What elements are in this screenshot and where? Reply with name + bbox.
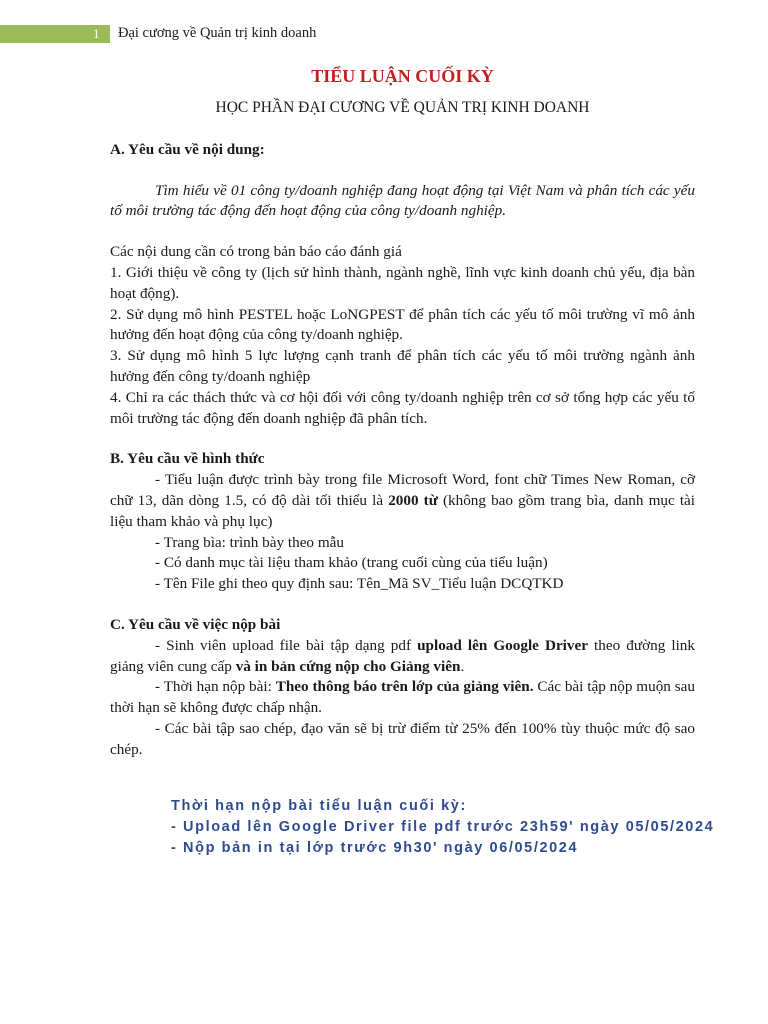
- section-c-p1-bold-2: và in bản cứng nộp cho Giảng viên: [235, 657, 461, 675]
- document-body: [110, 66, 695, 761]
- document-title: TIỂU LUẬN CUỐI KỲ: [311, 66, 494, 86]
- section-c-paragraph-2: [110, 677, 695, 719]
- section-a-list-intro: Các nội dung cần có trong bản báo cáo đánh giá: [110, 243, 402, 261]
- section-c-p2-text-b: Các bài tập nộp muộn sau thời hạn sẽ không được chấp nhận.: [110, 678, 696, 717]
- section-b-p1-text-b: (không bao gồm trang bìa, danh mục tài liệu tham khảo và phụ lục): [110, 491, 696, 530]
- page-header: [0, 25, 768, 45]
- document-subtitle: HỌC PHẦN ĐẠI CƯƠNG VỀ QUẢN TRỊ KINH DOANH: [215, 99, 590, 116]
- section-b-p1-text-a: - Tiểu luận được trình bày trong file Microsoft Word, font chữ Times New Roman, cỡ chữ 13, dãn dòng 1.5, có độ dài tối thiểu là: [110, 471, 695, 509]
- section-a-item-4: 4. Chỉ ra các thách thức và cơ hội đối với công ty/doanh nghiệp trên cơ sở tổng hợp các yếu tố môi trường tác động đến doanh nghiệp đã phân tích.: [110, 388, 695, 427]
- section-c-p1-text-a: - Sinh viên upload file bài tập dạng pdf: [155, 636, 418, 654]
- deadline-heading: Thời hạn nộp bài tiểu luận cuối kỳ:: [171, 798, 467, 814]
- section-b-heading: B. Yêu cầu về hình thức: [110, 450, 265, 468]
- section-c-paragraph-3: - Các bài tập sao chép, đạo văn sẽ bị trừ điểm từ 25% đến 100% tùy thuộc mức độ sao chép.: [110, 719, 695, 758]
- section-a-item-1: 1. Giới thiệu về công ty (lịch sử hình thành, ngành nghề, lĩnh vực kinh doanh chủ yếu, địa bàn hoạt động).: [110, 263, 695, 302]
- section-c-p1-text-c: .: [460, 657, 465, 675]
- section-b-item-3: - Tên File ghi theo quy định sau: Tên_Mã SV_Tiểu luận DCQTKD: [155, 575, 564, 593]
- section-c-paragraph-1: [110, 636, 695, 678]
- section-c-p2-text-a: - Thời hạn nộp bài:: [155, 678, 276, 696]
- deadline-print: - Nộp bản in tại lớp trước 9h30' ngày 06/05/2024: [171, 840, 579, 856]
- section-c-p1-text-b: theo đường link giảng viên cung cấp: [110, 636, 695, 675]
- deadline-notice: [171, 796, 714, 859]
- section-a-item-3: 3. Sử dụng mô hình 5 lực lượng cạnh tranh để phân tích các yếu tố môi trường ngành ảnh hưởng đến công ty/doanh nghiệp: [110, 347, 695, 385]
- section-b-item-1: - Trang bìa: trình bày theo mẫu: [155, 533, 344, 551]
- section-b-item-2: - Có danh mục tài liệu tham khảo (trang cuối cùng của tiểu luận): [155, 554, 548, 572]
- page-number: 1: [93, 26, 100, 41]
- section-c-p1-bold-1: upload lên Google Driver: [417, 636, 588, 654]
- deadline-upload: - Upload lên Google Driver file pdf trước 23h59' ngày 05/05/2024: [171, 819, 715, 835]
- section-b-p1-bold: 2000 từ: [388, 491, 438, 509]
- section-a-intro: Tìm hiểu về 01 công ty/doanh nghiệp đang hoạt động tại Việt Nam và phân tích các yếu tố môi trường tác động đến hoạt động của công ty/doanh nghiệp.: [110, 181, 695, 220]
- section-b-paragraph-1: [110, 470, 695, 532]
- section-a-heading: A. Yêu cầu về nội dung:: [110, 140, 265, 158]
- section-c-p2-bold: Theo thông báo trên lớp của giảng viên.: [275, 678, 534, 696]
- section-a-item-2: 2. Sử dụng mô hình PESTEL hoặc LoNGPEST để phân tích các yếu tố môi trường vĩ mô ảnh hưởng đến hoạt động của công ty/doanh nghiệp.: [110, 305, 695, 344]
- section-c-heading: C. Yêu cầu về việc nộp bài: [110, 615, 281, 633]
- header-title: Đại cương về Quản trị kinh doanh: [118, 25, 317, 41]
